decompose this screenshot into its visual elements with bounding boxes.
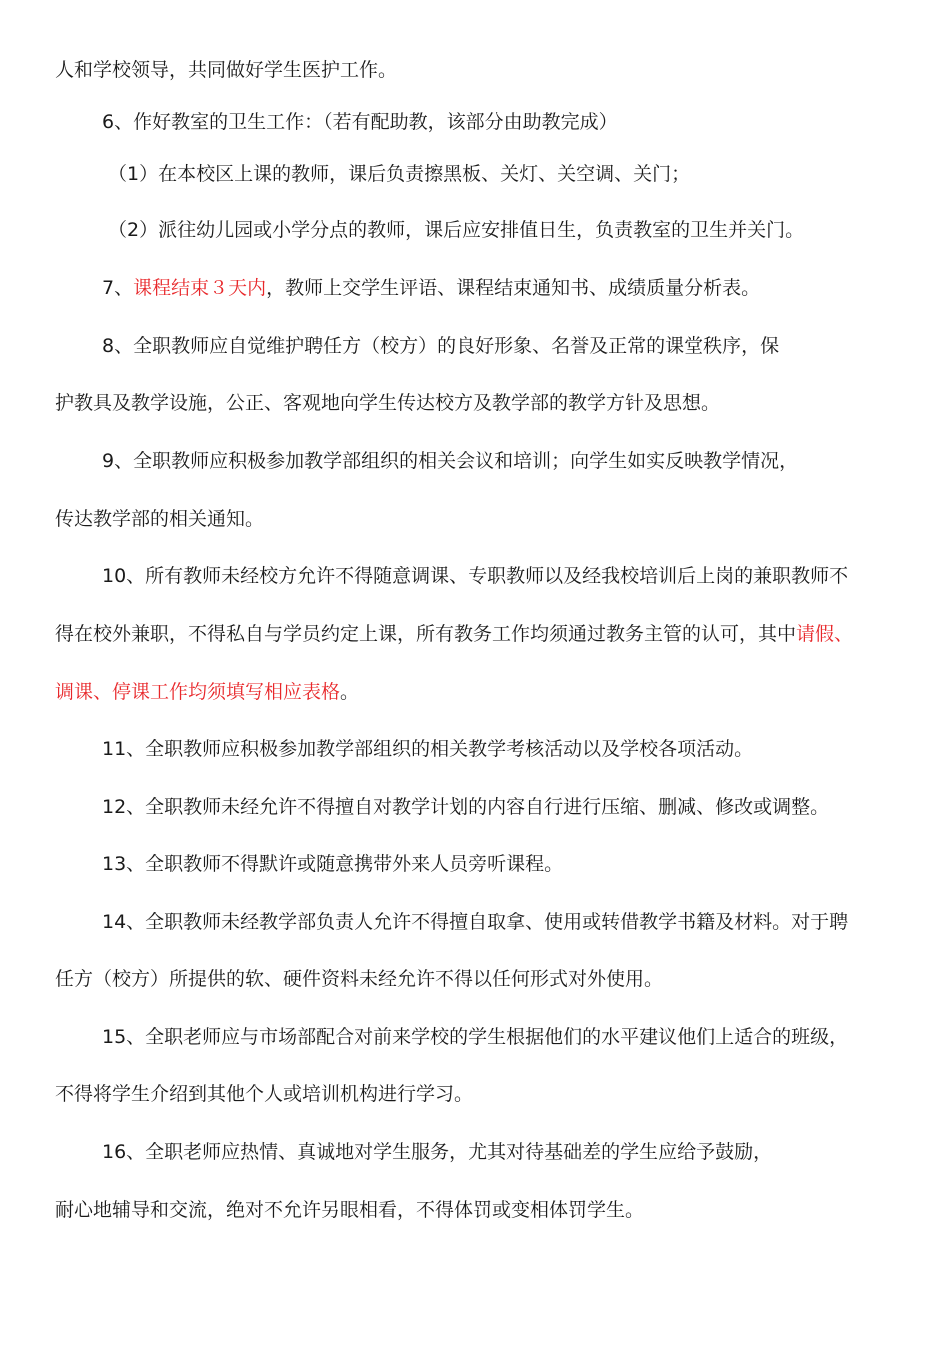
paragraph-12-line-1: 12、全职教师未经允许不得擅自对教学计划的内容自行进行压缩、删减、修改或调整。 — [102, 796, 830, 818]
paragraph-6-line-1: 6、作好教室的卫生工作：（若有配助教，该部分由助教完成） — [102, 111, 618, 133]
paragraph-6-1-line-1: （1）在本校区上课的教师，课后负责擦黑板、关灯、关空调、关门； — [108, 163, 691, 185]
paragraph-8-line-1: 8、全职教师应自觉维护聘任方（校方）的良好形象、名誉及正常的课堂秩序，保 — [102, 335, 780, 357]
paragraph-10-line-2-text: 得在校外兼职，不得私自与学员约定上课，所有教务工作均须通过教务主管的认可，其中 — [55, 623, 797, 645]
paragraph-0-line-1: 人和学校领导，共同做好学生医护工作。 — [55, 59, 398, 81]
paragraph-10-highlight-a: 请假、 — [796, 623, 854, 645]
paragraph-15-line-1: 15、全职老师应与市场部配合对前来学校的学生根据他们的水平建议他们上适合的班级， — [102, 1026, 849, 1048]
paragraph-14-line-1: 14、全职教师未经教学部负责人允许不得擅自取拿、使用或转借教学书籍及材料。对于聘 — [102, 911, 849, 933]
paragraph-7-line-1 — [102, 276, 760, 300]
paragraph-16-line-1: 16、全职老师应热情、真诚地对学生服务，尤其对待基础差的学生应给予鼓励， — [102, 1141, 773, 1163]
paragraph-6-2-line-1: （2）派往幼儿园或小学分点的教师，课后应安排值日生，负责教室的卫生并关门。 — [108, 219, 805, 241]
paragraph-11-line-1: 11、全职教师应积极参加教学部组织的相关教学考核活动以及学校各项活动。 — [102, 738, 754, 760]
paragraph-7-number: 7、 — [102, 277, 134, 299]
paragraph-10-line-3-text: 。 — [340, 681, 360, 703]
paragraph-9-line-1: 9、全职教师应积极参加教学部组织的相关会议和培训；向学生如实反映教学情况， — [102, 450, 799, 472]
paragraph-9-line-2: 传达教学部的相关通知。 — [55, 508, 265, 530]
paragraph-10-line-1: 10、所有教师未经校方允许不得随意调课、专职教师以及经我校培训后上岗的兼职教师不 — [102, 565, 849, 587]
paragraph-10-highlight-b: 调课、停课工作均须填写相应表格 — [55, 681, 341, 703]
paragraph-7-highlight: 课程结束３天内 — [133, 277, 267, 299]
paragraph-14-line-2: 任方（校方）所提供的软、硬件资料未经允许不得以任何形式对外使用。 — [55, 968, 664, 990]
paragraph-10-line-2 — [55, 622, 853, 646]
paragraph-7-text: ，教师上交学生评语、课程结束通知书、成绩质量分析表。 — [266, 277, 761, 299]
paragraph-10-line-3 — [55, 680, 359, 704]
paragraph-13-line-1: 13、全职教师不得默许或随意携带外来人员旁听课程。 — [102, 853, 564, 875]
paragraph-15-line-2: 不得将学生介绍到其他个人或培训机构进行学习。 — [55, 1083, 474, 1105]
paragraph-8-line-2: 护教具及教学设施，公正、客观地向学生传达校方及教学部的教学方针及思想。 — [55, 392, 721, 414]
paragraph-16-line-2: 耐心地辅导和交流，绝对不允许另眼相看，不得体罚或变相体罚学生。 — [55, 1199, 645, 1221]
